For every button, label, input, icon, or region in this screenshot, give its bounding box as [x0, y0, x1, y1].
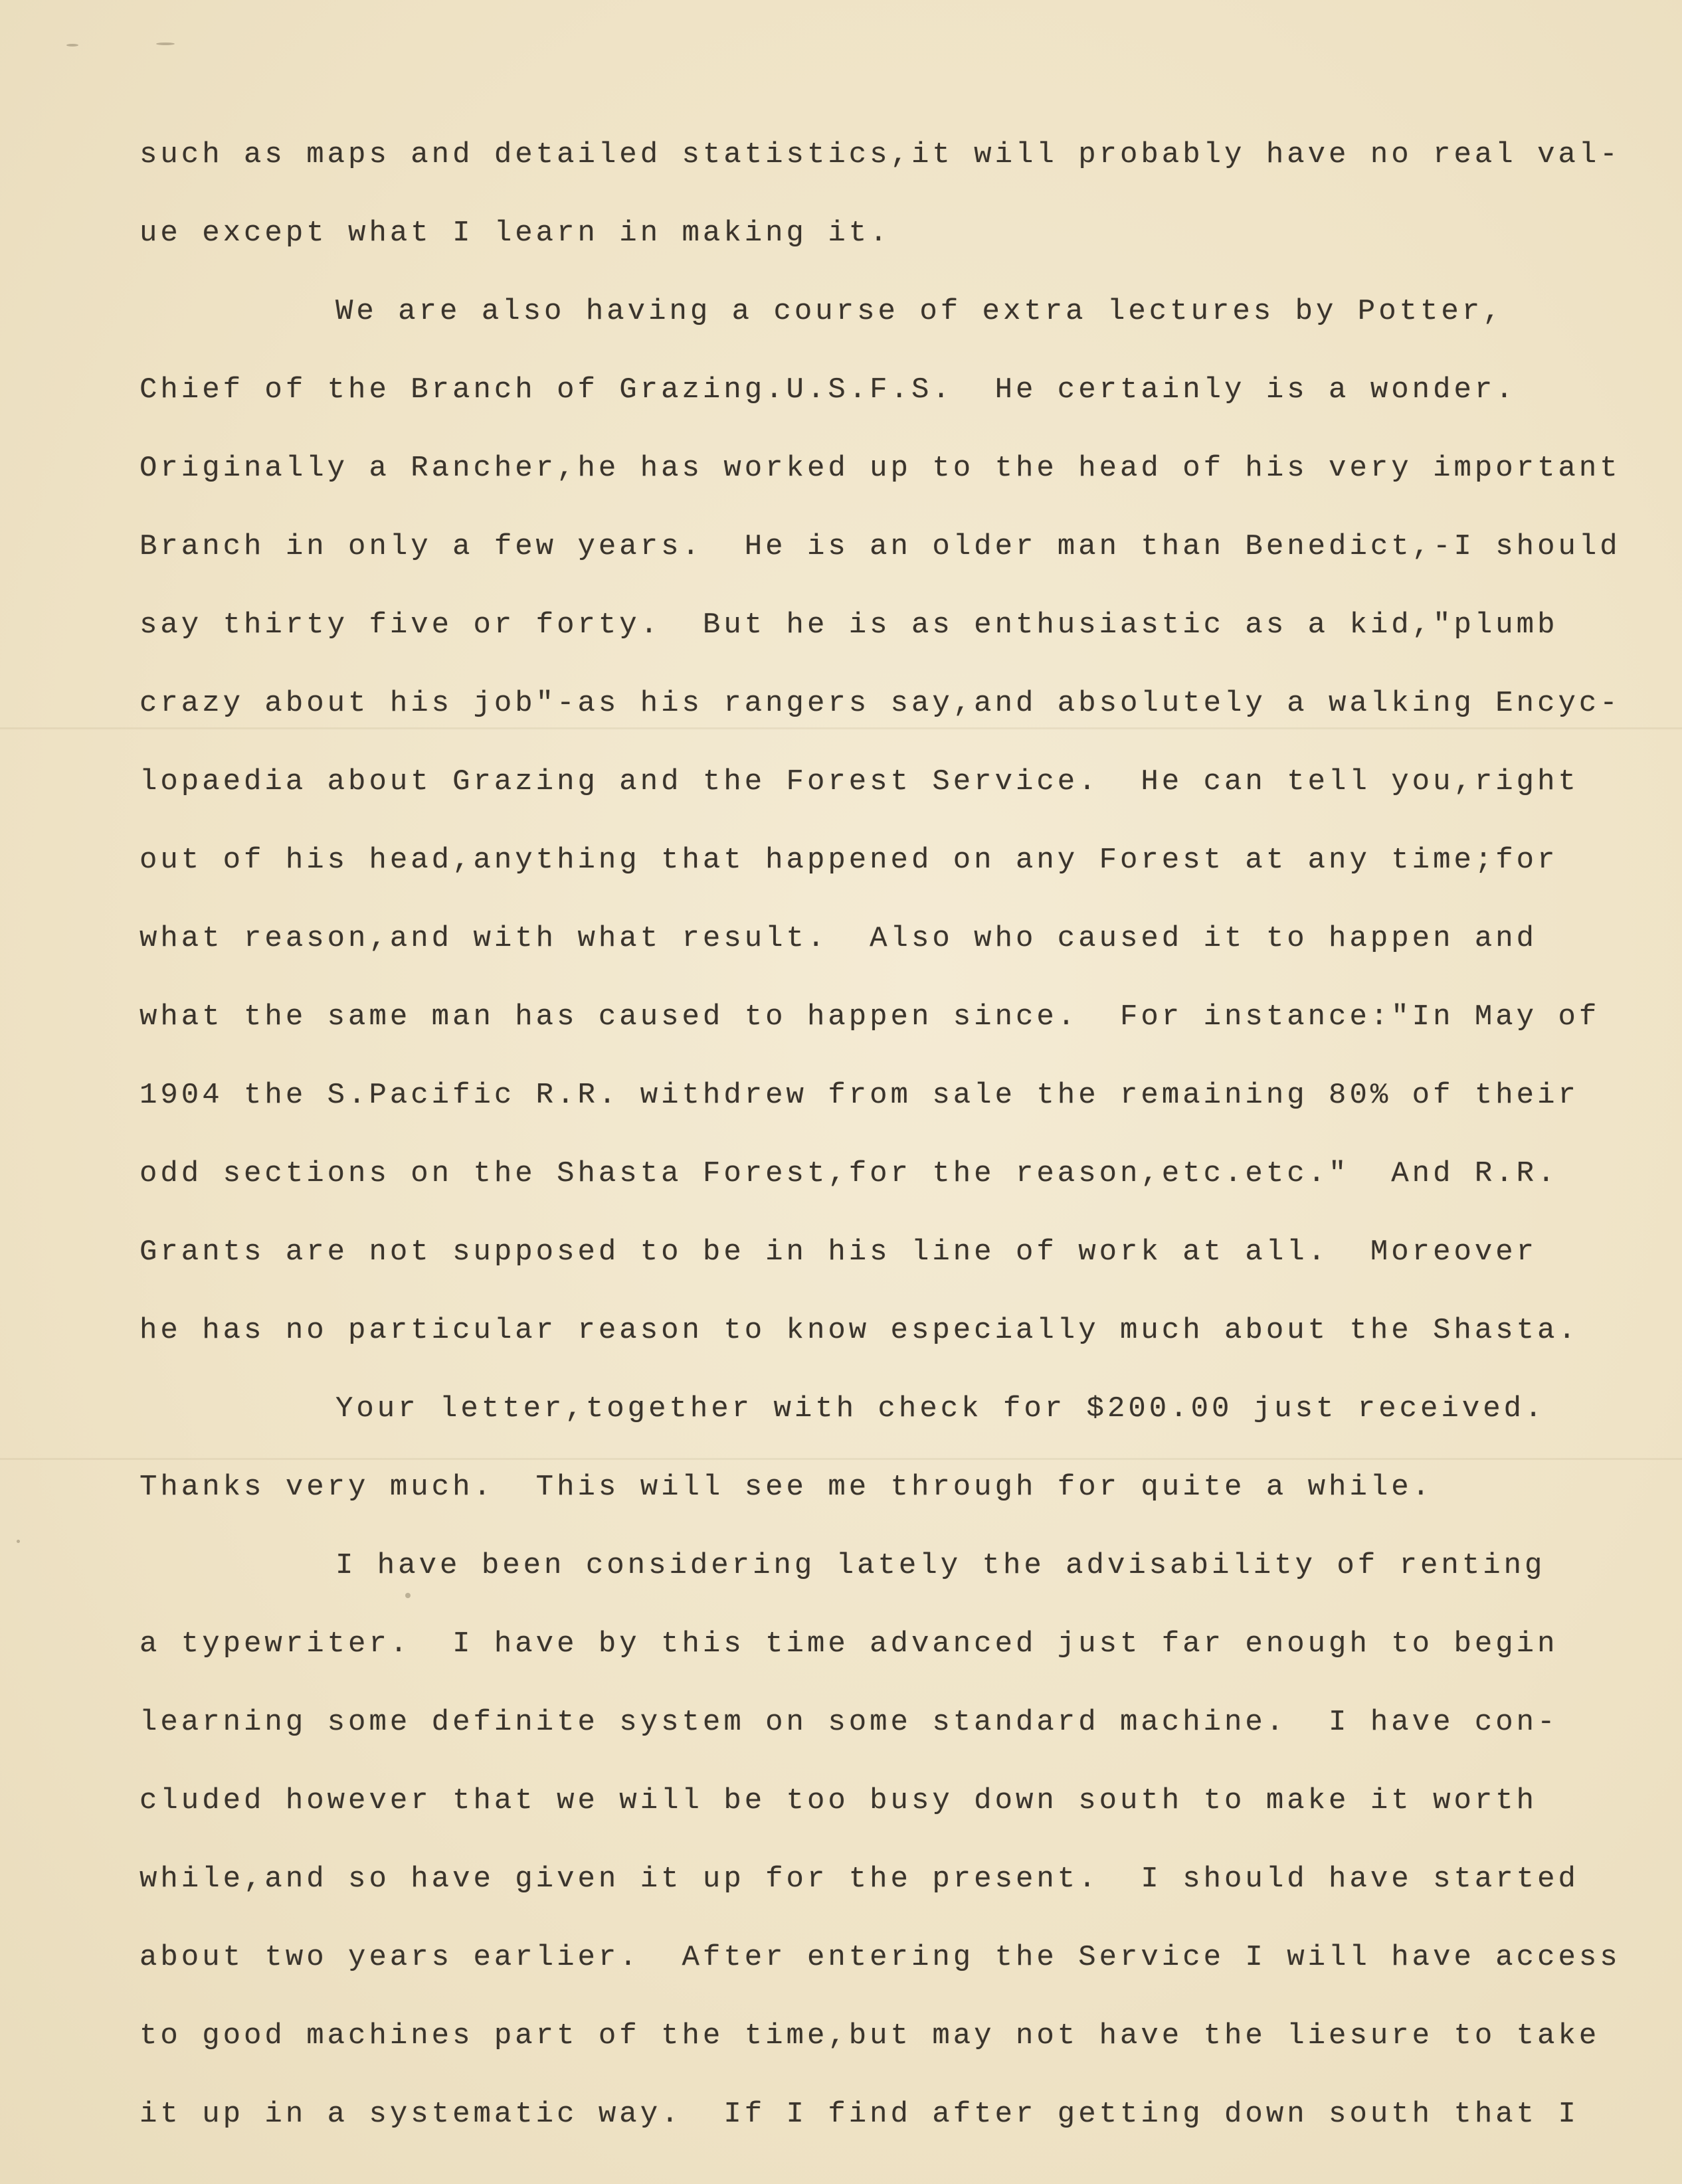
text-line: cluded however that we will be too busy down south to make it worth — [140, 1784, 1538, 1817]
text-line: lopaedia about Grazing and the Forest Service. He can tell you,right — [140, 765, 1579, 798]
text-line: crazy about his job"-as his rangers say,and absolutely a walking Encyc- — [140, 687, 1621, 720]
text-line: about two years earlier. After entering the Service I will have access — [140, 1941, 1621, 1974]
text-line: it up in a systematic way. If I find after getting down south that I — [140, 2098, 1579, 2131]
text-line: ue except what I learn in making it. — [140, 217, 891, 250]
paragraph-first-line: Your letter,together with check for $200.00 just received. — [335, 1392, 1546, 1425]
text-line: 1904 the S.Pacific R.R. withdrew from sale the remaining 80% of their — [140, 1079, 1579, 1112]
paper-speck — [156, 43, 175, 45]
paper-speck — [17, 1540, 20, 1543]
text-line: what the same man has caused to happen since. For instance:"In May of — [140, 1000, 1600, 1034]
letter-body-text — [140, 132, 1621, 2169]
text-line: he has no particular reason to know especially much about the Shasta. — [140, 1314, 1579, 1347]
text-line: say thirty five or forty. But he is as enthusiastic as a kid,"plumb — [140, 608, 1558, 642]
text-line: a typewriter. I have by this time advanced just far enough to begin — [140, 1627, 1558, 1661]
text-line: Thanks very much. This will see me through for quite a while. — [140, 1471, 1434, 1504]
text-line: to good machines part of the time,but may not have the liesure to take — [140, 2019, 1600, 2052]
text-line: Chief of the Branch of Grazing.U.S.F.S. He certainly is a wonder. — [140, 373, 1517, 407]
paper-speck — [66, 44, 78, 46]
text-line: what reason,and with what result. Also who caused it to happen and — [140, 922, 1538, 955]
text-line: Grants are not supposed to be in his line of work at all. Moreover — [140, 1235, 1538, 1269]
paragraph-first-line: We are also having a course of extra lectures by Potter, — [335, 295, 1504, 328]
text-line: Originally a Rancher,he has worked up to the head of his very important — [140, 452, 1621, 485]
text-line: out of his head,anything that happened on any Forest at any time;for — [140, 844, 1558, 877]
text-line: odd sections on the Shasta Forest,for the reason,etc.etc." And R.R. — [140, 1157, 1558, 1190]
text-line: while,and so have given it up for the present. I should have started — [140, 1863, 1579, 1896]
paragraph-first-line: I have been considering lately the advisability of renting — [335, 1549, 1546, 1582]
text-line: such as maps and detailed statistics,it will probably have no real val- — [140, 138, 1621, 171]
text-line: learning some definite system on some standard machine. I have con- — [140, 1706, 1558, 1739]
text-line: Branch in only a few years. He is an older man than Benedict,-I should — [140, 530, 1621, 563]
